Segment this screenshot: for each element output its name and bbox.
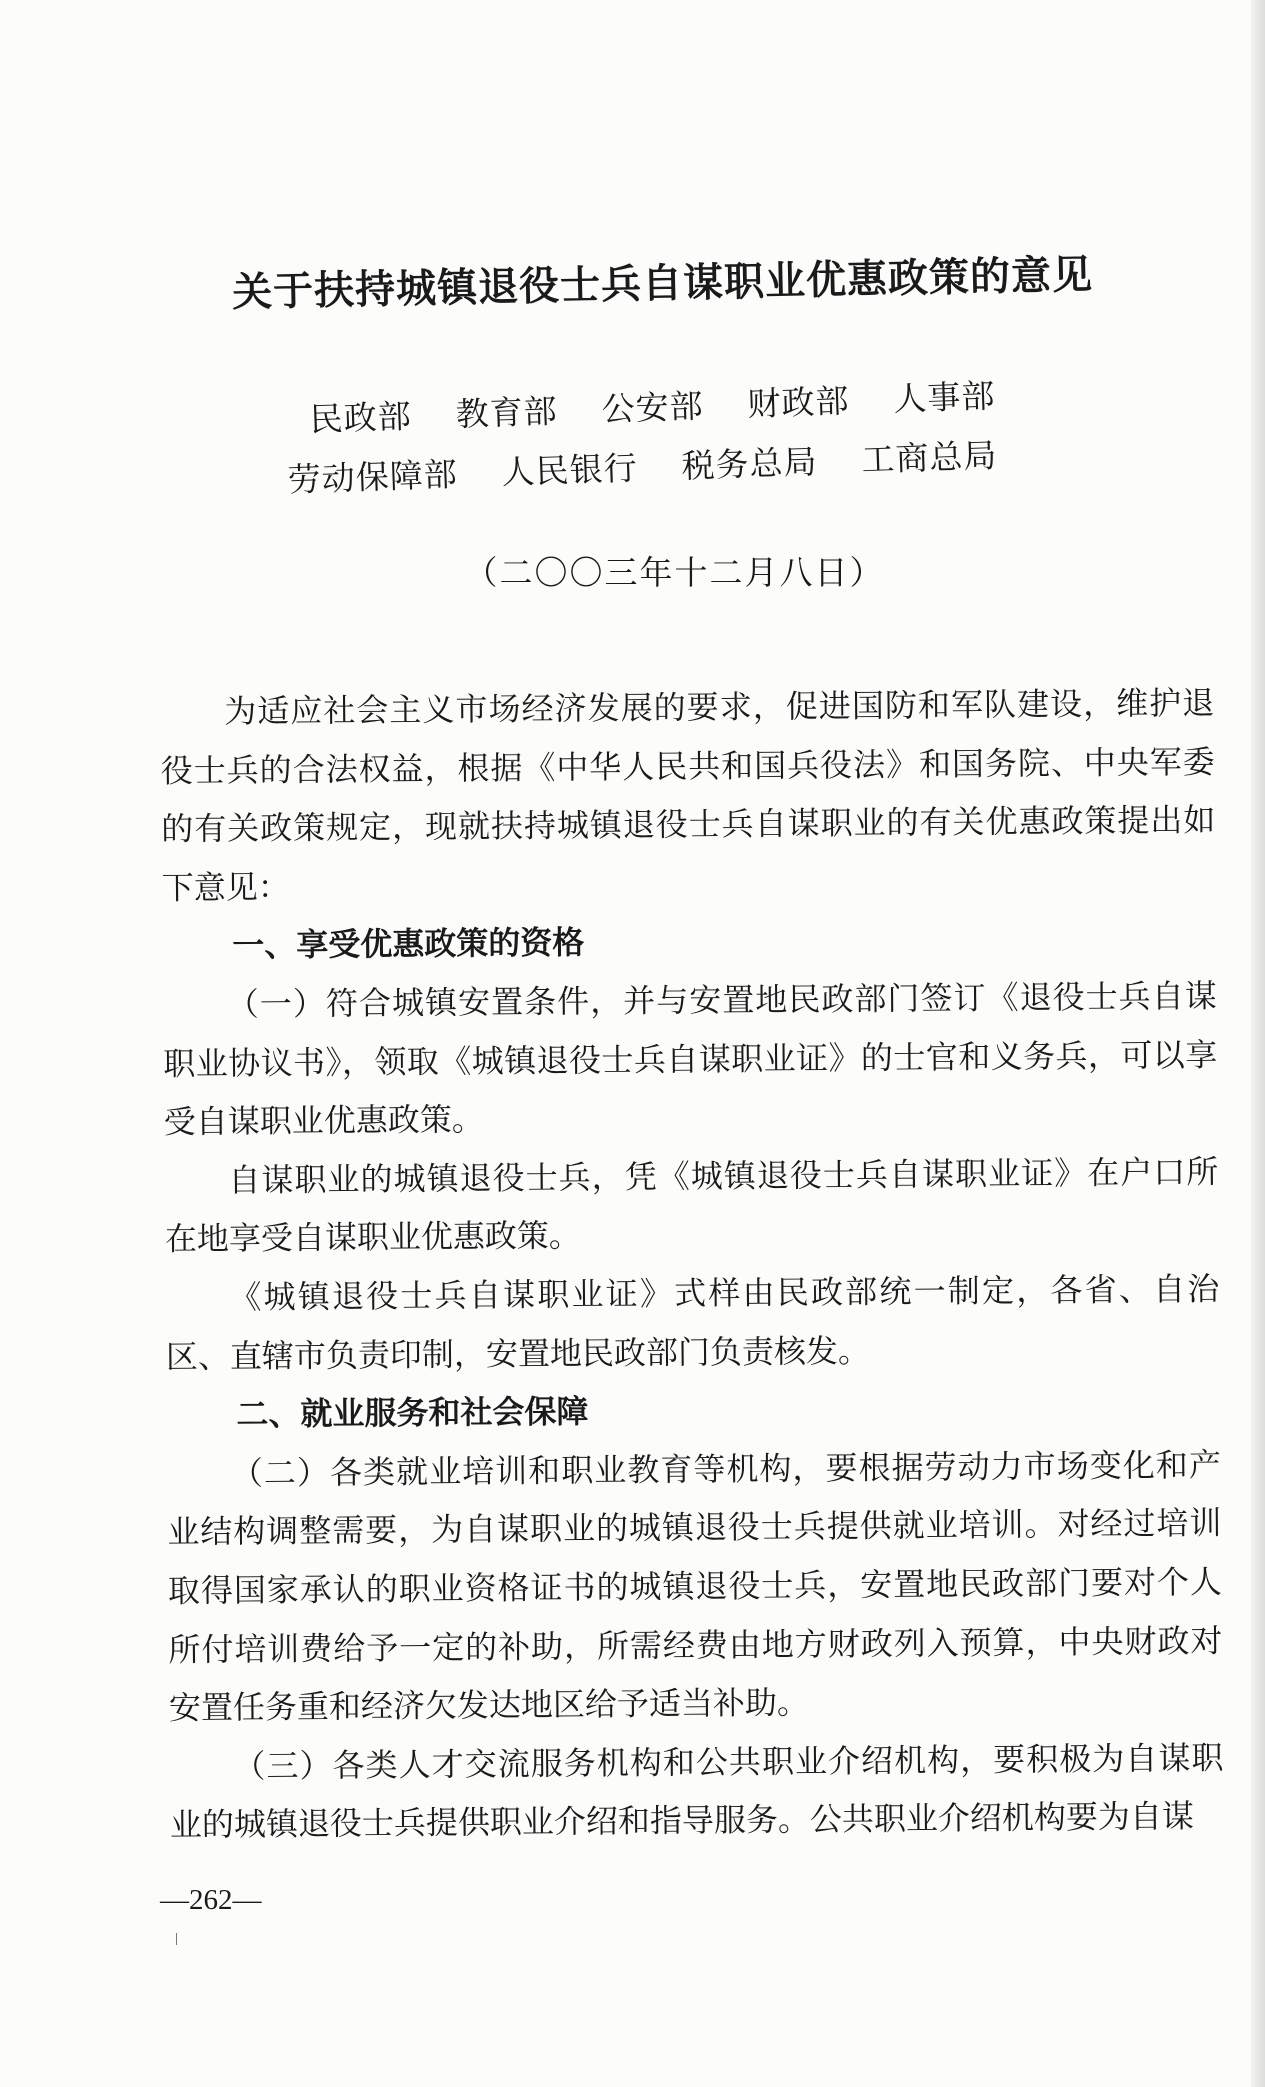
section-heading: 一、享受优惠政策的资格 [232,923,585,965]
body-paragraph: （三）各类人才交流服务机构和公共职业介绍机构，要积极为自谋职业的城镇退役士兵提供职业介绍和指导服务。公共职业介绍机构要为自谋 [169,1738,1224,1845]
body-paragraph: 自谋职业的城镇退役士兵，凭《城镇退役士兵自谋职业证》在户口所在地享受自谋职业优惠政策。 [164,1152,1219,1259]
issuer: 劳动保障部 [287,454,459,500]
scan-mark [176,1933,177,1945]
issuer: 工商总局 [860,435,999,480]
page-number: —262— [160,1884,262,1916]
page-edge-shadow [1251,0,1265,2087]
body-paragraph: 《城镇退役士兵自谋职业证》式样由民政部统一制定，各省、自治区、直辖市负责印制，安置地民政部门负责核发。 [165,1269,1220,1376]
intro-paragraph: 为适应社会主义市场经济发展的要求，促进国防和军队建设，维护退役士兵的合法权益，根据《中华人民共和国兵役法》和国务院、中央军委的有关政策规定，现就扶持城镇退役士兵自谋职业的有关优惠政策提出如下意见： [160,683,1216,907]
body-paragraph: （一）符合城镇安置条件，并与安置地民政部门签订《退役士兵自谋职业协议书》，领取《城镇退役士兵自谋职业证》的士官和义务兵，可以享受自谋职业优惠政策。 [163,976,1218,1142]
issuer: 人事部 [892,376,997,419]
issuer: 财政部 [746,381,851,424]
issuer: 公安部 [600,386,705,429]
issuer: 人民银行 [500,448,639,492]
section-heading: 二、就业服务和社会保障 [236,1392,589,1434]
issuer: 税务总局 [680,441,819,486]
issuer: 教育部 [455,391,559,434]
issuer: 民政部 [309,396,413,439]
document-date: （二〇〇三年十二月八日） [464,553,885,592]
document-body [160,674,1224,1855]
body-paragraph: （二）各类就业培训和职业教育等机构，要根据劳动力市场变化和产业结构调整需要，为自谋职业的城镇退役士兵提供就业培训。对经过培训取得国家承认的职业资格证书的城镇退役士兵，安置地民政部门要对个人所付培训费给予一定的补助，所需经费由地方财政列入预算，中央财政对安置任务重和经济欠发达地区给予适当补助。 [167,1445,1223,1728]
document-title: 关于扶持城镇退役士兵自谋职业优惠政策的意见 [231,251,1094,317]
